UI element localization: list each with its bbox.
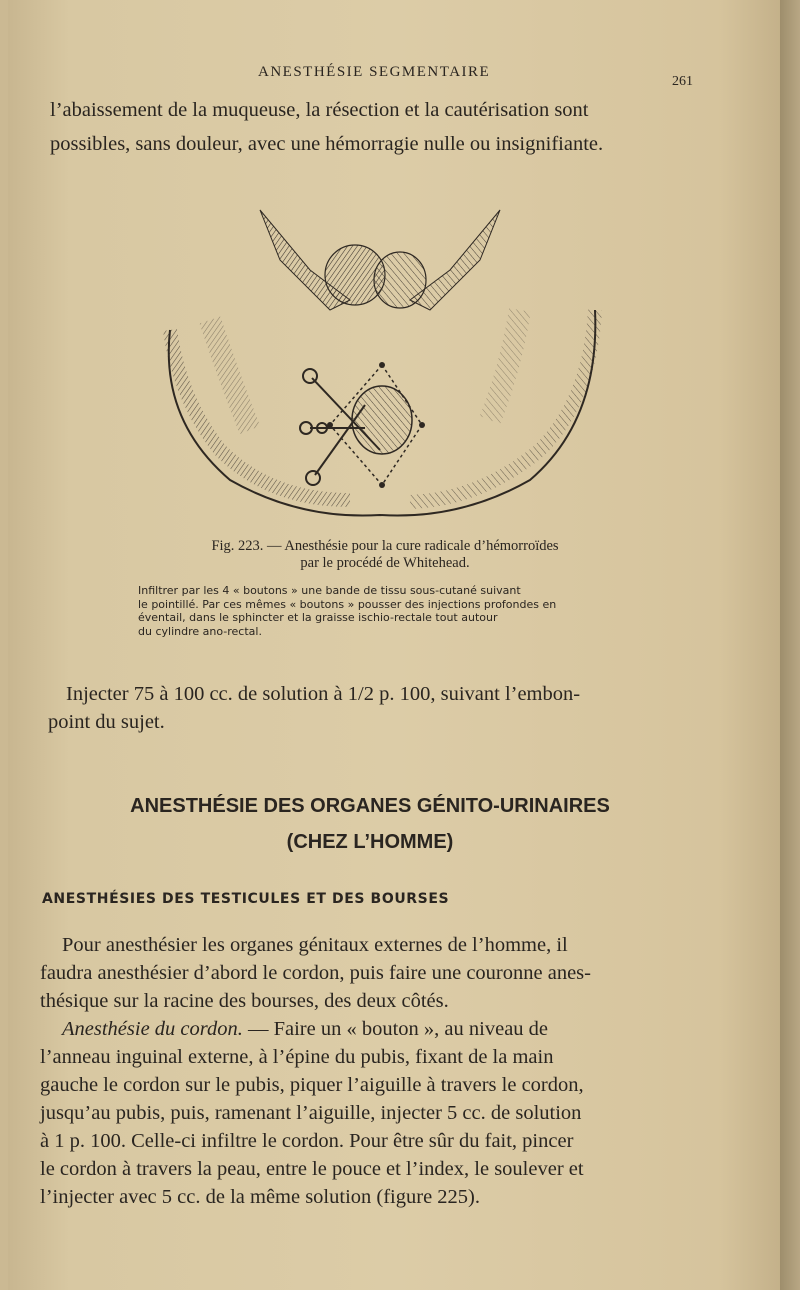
figure-caption bbox=[165, 538, 605, 572]
subsection-title: ANESTHÉSIES DES TESTICULES ET DES BOURSES bbox=[42, 891, 450, 907]
paragraph2-line-5: à 1 p. 100. Celle-ci infiltre le cordon. Pour être sûr du fait, pincer bbox=[40, 1130, 574, 1152]
paragraph2-line-6: le cordon à travers la peau, entre le pouce et l’index, le soulever et bbox=[40, 1158, 584, 1180]
paragraph2-lead: Anesthésie du cordon. bbox=[62, 1018, 243, 1040]
figure-note-line-1: Infiltrer par les 4 « boutons » une bande de tissu sous-cutané suivant bbox=[138, 584, 521, 597]
page-number: 261 bbox=[672, 74, 693, 89]
paragraph2-line-7: l’injecter avec 5 cc. de la même solution (figure 225). bbox=[40, 1186, 480, 1208]
figure-note bbox=[138, 584, 598, 638]
figure-caption-line-2: par le procédé de Whitehead. bbox=[300, 555, 470, 571]
injection-line-1: Injecter 75 à 100 cc. de solution à 1/2 p. 100, suivant l’embon- bbox=[66, 683, 581, 705]
page-edge bbox=[780, 0, 800, 1290]
figure-note-line-4: du cylindre ano-rectal. bbox=[138, 624, 262, 638]
section-title-line-2: (CHEZ L’HOMME) bbox=[286, 831, 454, 853]
paragraph2-line-1-rest: — Faire un « bouton », au niveau de bbox=[242, 1018, 549, 1040]
paragraph1-line-1: Pour anesthésier les organes génitaux externes de l’homme, il bbox=[62, 934, 568, 956]
paragraph2-line-1 bbox=[62, 1015, 548, 1043]
running-title: ANESTHÉSIE SEGMENTAIRE bbox=[258, 64, 491, 80]
paragraph2-line-2: l’anneau inguinal externe, à l’épine du pubis, fixant de la main bbox=[40, 1046, 554, 1068]
intro-line-1: l’abaissement de la muqueuse, la résection et la cautérisation sont bbox=[50, 99, 589, 121]
figure-caption-line-1: Fig. 223. — Anesthésie pour la cure radicale d’hémorroïdes bbox=[211, 538, 559, 554]
intro-line-2: possibles, sans douleur, avec une hémorragie nulle ou insignifiante. bbox=[50, 133, 604, 155]
figure-note-line-2: le pointillé. Par ces mêmes « boutons » pousser des injections profondes en bbox=[138, 597, 557, 611]
injection-line-2: point du sujet. bbox=[48, 711, 165, 733]
paragraph1-line-3: thésique sur la racine des bourses, des deux côtés. bbox=[40, 990, 449, 1012]
paragraph2-line-3: gauche le cordon sur le pubis, piquer l’aiguille à travers le cordon, bbox=[40, 1074, 584, 1096]
paragraph1-line-2: faudra anesthésier d’abord le cordon, puis faire une couronne anes- bbox=[40, 962, 591, 984]
paragraph2-line-4: jusqu’au pubis, puis, ramenant l’aiguille, injecter 5 cc. de solution bbox=[40, 1102, 582, 1124]
section-title-line-1: ANESTHÉSIE DES ORGANES GÉNITO-URINAIRES bbox=[130, 795, 610, 817]
anatomical-illustration bbox=[150, 200, 610, 530]
figure-note-line-3: éventail, dans le sphincter et la graisse ischio-rectale tout autour bbox=[138, 611, 498, 624]
